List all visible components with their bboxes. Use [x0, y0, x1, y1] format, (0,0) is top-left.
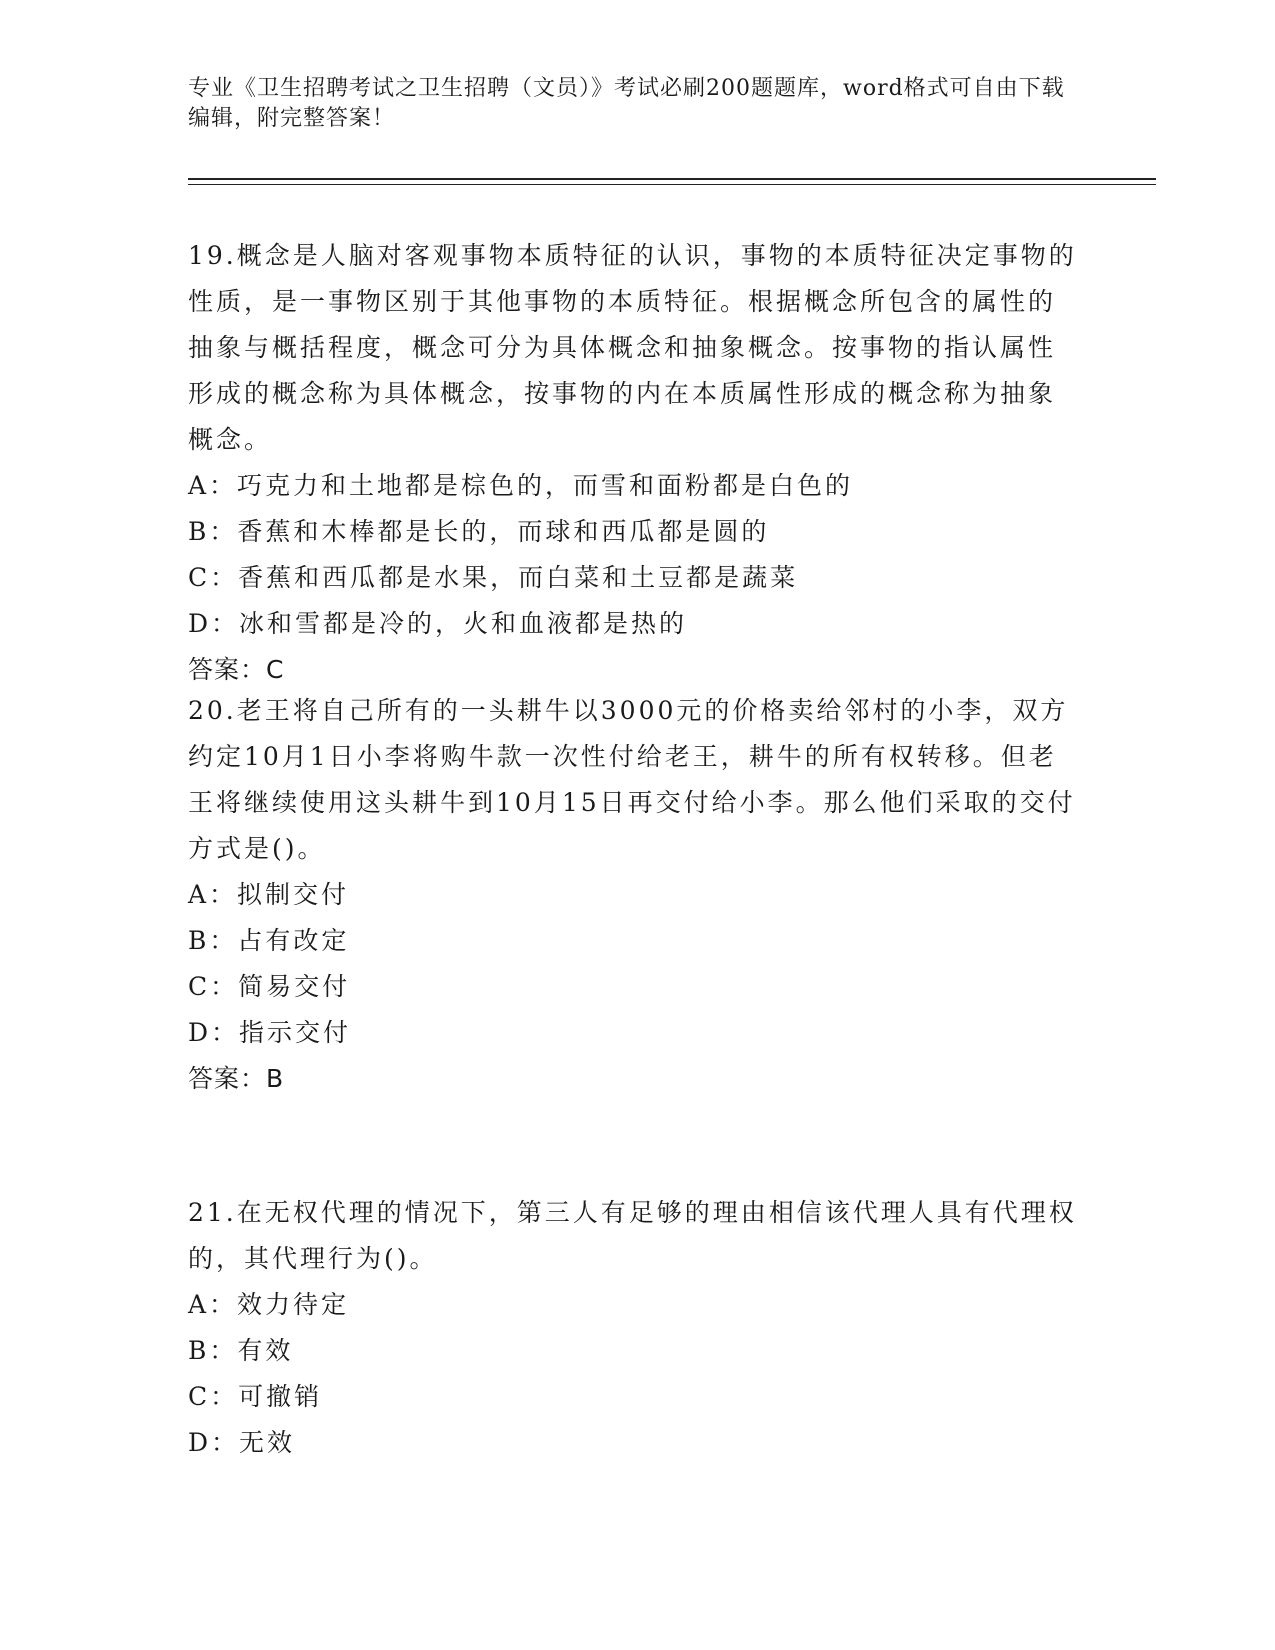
option-c: C：简易交付 — [188, 972, 351, 1001]
option-a: A：拟制交付 — [188, 880, 350, 909]
option-b: B：香蕉和木棒都是长的，而球和西瓜都是圆的 — [188, 517, 770, 546]
question-21 — [188, 1190, 1078, 1466]
question-20 — [188, 688, 1078, 1102]
option-a: A：效力待定 — [188, 1290, 350, 1319]
option-d: D：冰和雪都是冷的，火和血液都是热的 — [188, 609, 688, 638]
question-stem: 19.概念是人脑对客观事物本质特征的认识，事物的本质特征决定事物的性质，是一事物区别于其他事物的本质特征。根据概念所包含的属性的抽象与概括程度，概念可分为具体概念和抽象概念。按事物的指认属性形成的概念称为具体概念，按事物的内在本质属性形成的概念称为抽象概念。 — [188, 241, 1077, 454]
question-19 — [188, 233, 1078, 693]
question-stem: 21.在无权代理的情况下，第三人有足够的理由相信该代理人具有代理权的，其代理行为()。 — [188, 1198, 1077, 1273]
option-c: C：香蕉和西瓜都是水果，而白菜和土豆都是蔬菜 — [188, 563, 799, 592]
option-a: A：巧克力和土地都是棕色的，而雪和面粉都是白色的 — [188, 471, 854, 500]
answer: 答案：B — [188, 1064, 285, 1093]
option-b: B：占有改定 — [188, 926, 350, 955]
option-c: C：可撤销 — [188, 1382, 323, 1411]
option-d: D：指示交付 — [188, 1018, 352, 1047]
header-divider — [188, 178, 1156, 180]
option-b: B：有效 — [188, 1336, 294, 1365]
option-d: D：无效 — [188, 1428, 296, 1457]
document-header: 专业《卫生招聘考试之卫生招聘（文员）》考试必刷200题题库，word格式可自由下载编辑，附完整答案！ — [188, 76, 1065, 131]
question-stem: 20.老王将自己所有的一头耕牛以3000元的价格卖给邻村的小李，双方约定10月1日小李将购牛款一次性付给老王，耕牛的所有权转移。但老王将继续使用这头耕牛到10月15日再交付给小李。那么他们采取的交付方式是()。 — [188, 696, 1076, 863]
header-divider-thin — [188, 184, 1156, 185]
answer: 答案：C — [188, 655, 285, 684]
